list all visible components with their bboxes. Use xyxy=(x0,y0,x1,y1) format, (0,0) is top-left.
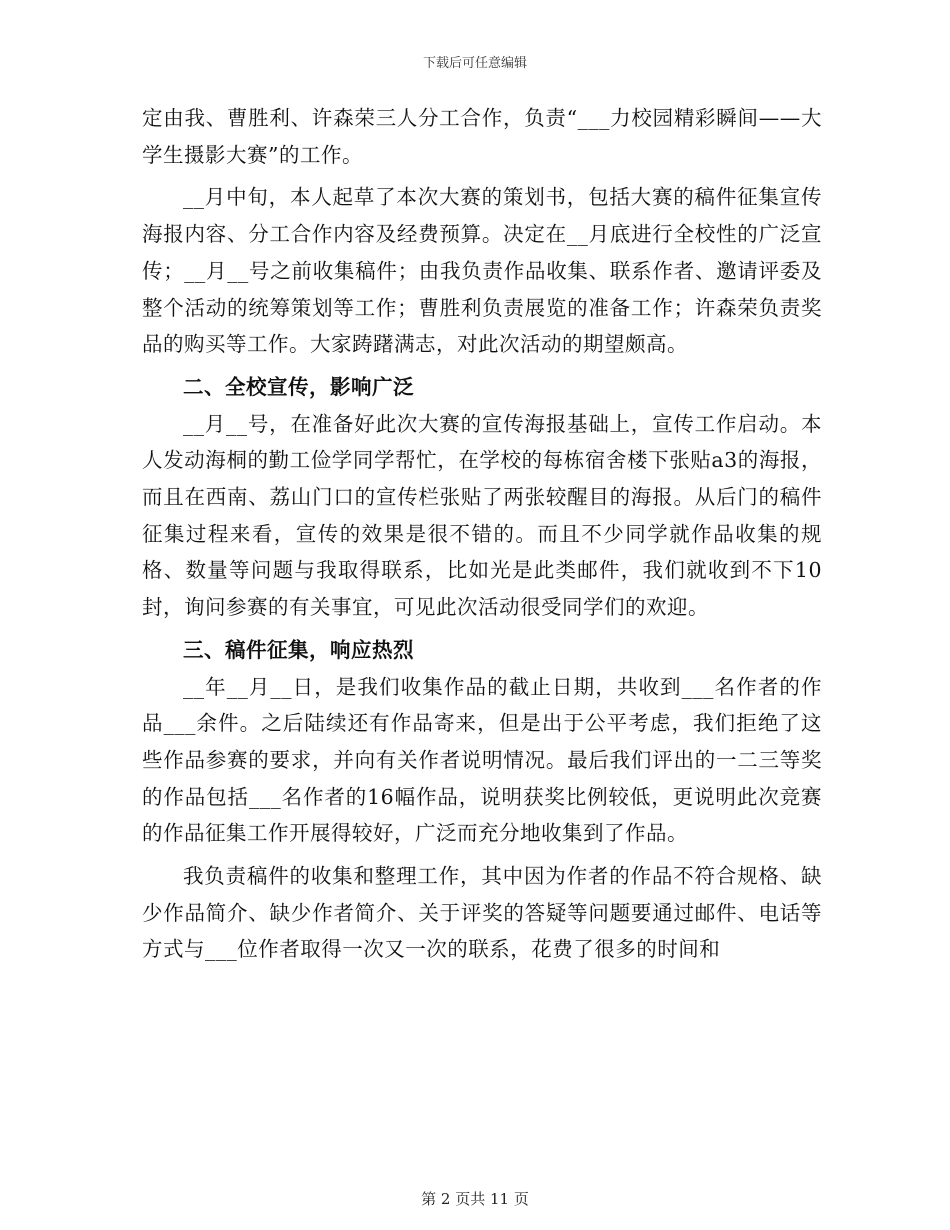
paragraph-5: 我负责稿件的收集和整理工作，其中因为作者的作品不符合规格、缺少作品简介、缺少作者简介、关于评奖的答疑等问题要通过邮件、电话等方式与___位作者取得一次又一次的联系，花费了很多的时间和 xyxy=(142,864,822,962)
page-header: 下载后可任意编辑 xyxy=(422,56,527,71)
section-heading-3: 三、稿件征集，响应热烈 xyxy=(183,637,414,662)
document-body xyxy=(142,100,822,968)
paragraph-4: __年__月__日，是我们收集作品的截止日期，共收到___名作者的作品___余件。之后陆续还有作品寄来，但是出于公平考虑，我们拒绝了这些作品参赛的要求，并向有关作者说明情况。最后我们评出的一二三等奖的作品包括___名作者的16幅作品，说明获奖比例较低，更说明此次竞赛的作品征集工作开展得较好，广泛而充分地收集到了作品。 xyxy=(142,674,822,846)
paragraph-1: 定由我、曹胜利、许森荣三人分工合作，负责“___力校园精彩瞬间——大学生摄影大赛”的工作。 xyxy=(142,106,822,167)
section-heading-2: 二、全校宣传，影响广泛 xyxy=(183,374,414,399)
paragraph-3: __月__号，在准备好此次大赛的宣传海报基础上，宣传工作启动。本人发动海桐的勤工俭学同学帮忙，在学校的每栋宿舍楼下张贴a3的海报，而且在西南、荔山门口的宣传栏张贴了两张较醒目的海报。从后门的稿件征集过程来看，宣传的效果是很不错的。而且不少同学就作品收集的规格、数量等问题与我取得联系，比如光是此类邮件，我们就收到不下10封，询问参赛的有关事宜，可见此次活动很受同学们的欢迎。 xyxy=(142,411,822,620)
paragraph-2: __月中旬，本人起草了本次大赛的策划书，包括大赛的稿件征集宣传海报内容、分工合作内容及经费预算。决定在__月底进行全校性的广泛宣传；__月__号之前收集稿件；由我负责作品收集、联系作者、邀请评委及整个活动的统筹策划等工作；曹胜利负责展览的准备工作；许森荣负责奖品的购买等工作。大家踌躇满志，对此次活动的期望颇高。 xyxy=(142,185,822,357)
page-number: 第 2 页共 11 页 xyxy=(421,1190,529,1208)
